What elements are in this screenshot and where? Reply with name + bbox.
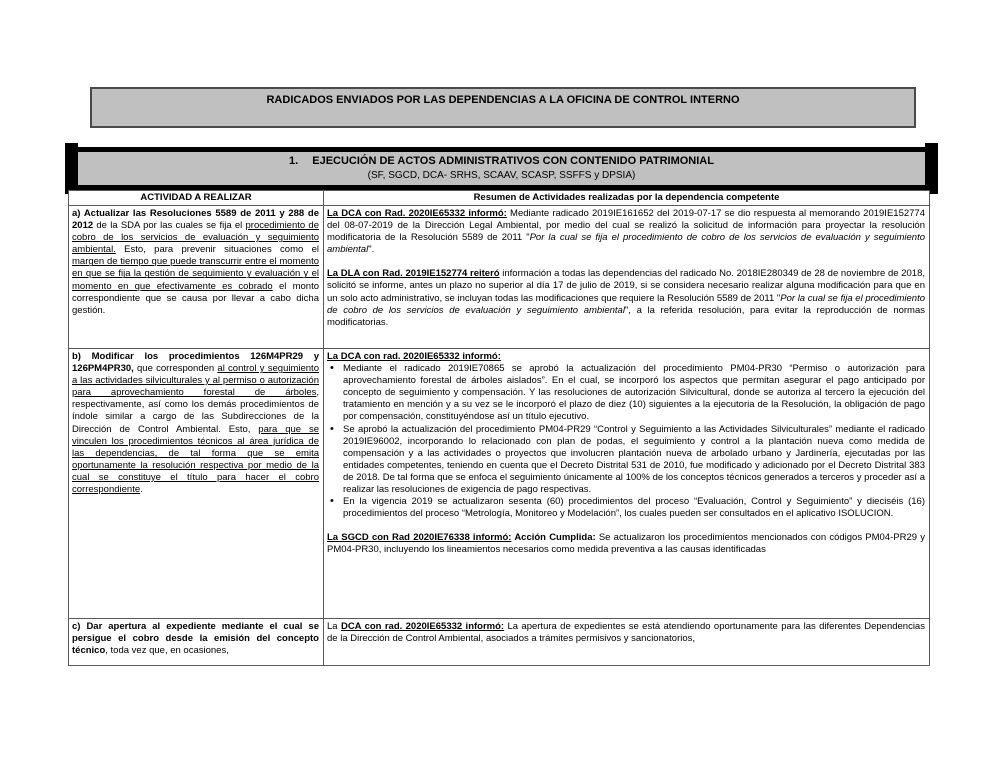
text-segment: La SGCD con Rad 2020IE76338 informó: (327, 532, 512, 544)
header-row (69, 191, 930, 206)
section-subtitle: (SF, SGCD, DCA- SRHS, SCAAV, SCASP, SSFFS y DPSIA) (367, 170, 636, 181)
table-header (69, 191, 930, 206)
paragraph (327, 621, 925, 645)
section-title (78, 153, 925, 169)
summary-cell (324, 349, 930, 619)
paragraph (72, 351, 319, 496)
text-segment: para que se vinculen los procedimientos técnicos al área jurídica de las dependencias, de tal forma que se emita oportunamente la resolución respectiva por medio de la cual se constituye el título para hacer el cobro correspondiente (72, 423, 319, 496)
text-segment: La (327, 621, 341, 632)
text-segment: , respectivamente, así como los demás procedimientos de índole similar a cargo de las Subdirecciones de la Dirección de Control Ambiental. Esto, (72, 387, 319, 435)
activities-table (68, 190, 930, 666)
table-row (69, 619, 930, 666)
paragraph-spacer (327, 520, 925, 532)
text-segment: ". (368, 244, 375, 256)
text-segment: información a todas las dependencias del radicado No. 2018IE280349 de 28 de noviembre de 2018, solicitó se informe, antes un plazo no superior al día 17 de julio de 2019, si se considera necesario realizar alguna modificación para que en un solo acto administrativo, se incluyan todas las modificaciones que requiere la Resolución 5589 de 2011 " (327, 268, 925, 304)
cell-content (72, 351, 319, 496)
text-segment: La DLA con Rad. 2019IE152774 reiteró (327, 268, 500, 280)
bullet-item (327, 363, 925, 423)
text-segment: Por la cual se fija el procedimiento de cobro de los servicios de evaluación y seguimiento ambiental (327, 292, 925, 316)
text-segment: de la SDA por las cuales se fija el (93, 220, 246, 232)
section-title-bar (65, 147, 938, 190)
cell-content (72, 208, 319, 317)
paragraph (327, 532, 925, 556)
text-segment: Se aprobó la actualización del procedimiento PM04-PR29 “Control y Seguimiento a las Actividades Silviculturales” mediante el radicado 2019IE96002, incorporando lo relacionado con plan de podas, el seguimiento y control a la plantación nueva como medida de compensación y a las actividades o proyectos que involucren plantación nueva de arbolado urbano y Jardinería, ejecutadas por las entidades competentes, teniendo en cuenta que el Decreto Distrital 531 de 2010, fue modificado y adicionado por el Decreto Distrital 383 de 2018. De tal forma que se enfoca el seguimiento únicamente al 100% de los conceptos técnicos generados a terceros y proceder así a realizar las resoluciones de exigencia de pago respectivas. (343, 423, 925, 496)
text-segment: La DCA con Rad. 2020IE65332 informó: (327, 208, 507, 219)
column-header-activity: ACTIVIDAD A REALIZAR (69, 191, 324, 206)
text-segment: La DCA con rad. 2020IE65332 informó: (327, 351, 501, 362)
report-header: RADICADOS ENVIADOS POR LAS DEPENDENCIAS A LA OFICINA DE CONTROL INTERNO (90, 87, 916, 128)
text-segment: el monto correspondiente que se causa por llevar a cabo dicha gestión. (72, 280, 319, 316)
text-segment: Se actualizaron los procedimientos mencionados con códigos PM04-PR29 y PM04-PR30, incluyendo los lineamientos necesarios como medida preventiva a las causas identificadas (327, 532, 925, 556)
text-segment: En la vigencia 2019 se actualizaron sesenta (60) procedimientos del proceso “Evaluación, Control y Seguimiento” y dieciséis (16) procedimientos del proceso “Metrología, Monitoreo y Modelación”, los cuales pueden ser consultados en el aplicativo ISOLUCION. (343, 496, 925, 520)
text-segment: DCA con rad. 2020IE65332 informó: (340, 621, 505, 632)
text-segment: Mediante el radicado 2019IE70865 se aprobó la actualización del procedimiento PM04-PR30 “Permiso o autorización para aprovechamiento forestal de árboles aislados”. En el cual, se incorporó los aspectos que permitan asegurar el pago anticipado por concepto de seguimiento y compensación. Y las resoluciones de autorización Silvicultural, donde se autoriza al tercero la ejecución del tratamiento en mención y a su vez se le incorporó el plazo de diez (10) siguientes a la ejecutoria de la Resolución, la obligación de pago por compensación, constituyéndose así un título ejecutivo. (343, 363, 925, 423)
paragraph-spacer (327, 256, 925, 268)
text-segment: b) Modificar los procedimientos 126M4PR29 y 126PM4PR30, (72, 351, 319, 375)
text-segment: al control y seguimiento a las actividades silviculturales y al permiso o autorización para aprovechamiento forestal de árboles (72, 363, 319, 399)
text-segment: . (140, 484, 143, 496)
section-number: 1. (289, 155, 299, 167)
cell-content (327, 208, 925, 329)
text-segment: La apertura de expedientes se está atendiendo oportunamente para las diferentes Dependencias de la Dirección de Control Ambiental, asociados a trámites permisivos y sancionatorios, (327, 621, 925, 645)
text-segment: Acción Cumplida: (514, 532, 596, 544)
cell-content (72, 621, 319, 657)
column-header-summary: Resumen de Actividades realizadas por la dependencia competente (324, 191, 930, 206)
summary-cell (324, 619, 930, 666)
text-segment: ", a la referida resolución, para evitar la reproducción de normas modificatorias. (327, 304, 925, 328)
text-segment: que corresponden (133, 363, 218, 375)
activity-cell (69, 349, 324, 619)
text-segment: Mediante radicado 2019IE161652 del 2019-07-17 se dio respuesta al memorando 2019IE152774 del 08-07-2019 de la Dirección Legal Ambiental, por medio del cual se realizó la solicitud de información para proyectar la resolución modificatoria de la Resolución 5589 de 2011 " (327, 208, 925, 244)
text-segment: Esto, para prevenir situaciones como el (115, 244, 319, 256)
table-row (69, 206, 930, 349)
cell-content (327, 621, 925, 645)
table-row (69, 349, 930, 619)
paragraph (72, 621, 319, 657)
text-segment: Por la cual se fija el procedimiento de cobro de los servicios de evaluación y seguimiento ambiental (327, 232, 925, 256)
summary-cell (324, 206, 930, 349)
activities-table-body (69, 206, 930, 666)
bullet-item (327, 496, 925, 520)
bullet-item (327, 424, 925, 497)
paragraph (327, 351, 925, 363)
cell-content (327, 351, 925, 557)
text-segment: procedimiento de cobro de los servicios de evaluación y seguimiento ambiental. (72, 220, 319, 256)
paragraph (72, 208, 319, 317)
paragraph (327, 208, 925, 256)
paragraph (327, 268, 925, 328)
activity-cell (69, 619, 324, 666)
text-segment: c) Dar apertura al expediente mediante el cual se persigue el cobro desde la emisión del concepto técnico (72, 621, 319, 657)
text-segment: margen de tiempo que puede transcurrir entre el momento en que se fija la gestión de seguimiento y evaluación y el momento en que efectivamente es cobrado (72, 256, 319, 292)
text-segment: a) Actualizar las Resoluciones 5589 de 2011 y 288 de 2012 (72, 208, 319, 232)
text-segment: , toda vez que, en ocasiones, (105, 645, 229, 657)
activity-cell (69, 206, 324, 349)
section-title-text: EJECUCIÓN DE ACTOS ADMINISTRATIVOS CON CONTENIDO PATRIMONIAL (312, 155, 714, 167)
